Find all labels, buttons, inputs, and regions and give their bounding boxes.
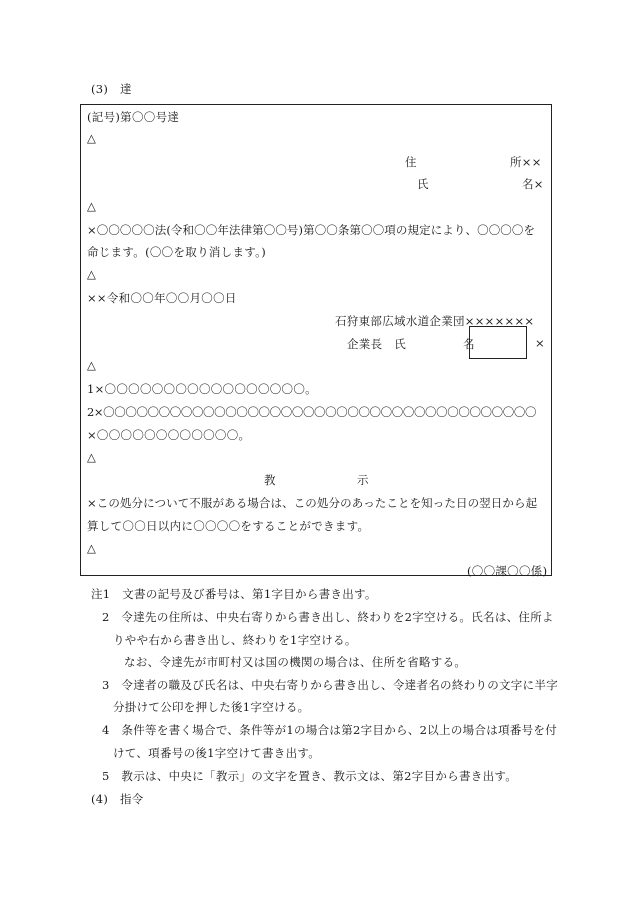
address-label-1: 住: [405, 155, 417, 169]
official-seal-box: [469, 326, 527, 359]
section-footer: (〇〇課〇〇係): [467, 564, 548, 578]
address-label-2: 所××: [510, 155, 542, 169]
body-line: 命じます。(〇〇を取り消します。): [87, 245, 266, 259]
date-line: ××令和〇〇年〇〇月〇〇日: [87, 291, 237, 305]
instruction-line: 算して〇〇日以内に〇〇〇〇をすることができます。: [87, 519, 370, 533]
list-item: 1×〇〇〇〇〇〇〇〇〇〇〇〇〇〇〇〇〇。: [87, 382, 317, 396]
body-line: ×〇〇〇〇〇法(令和〇〇年法律第〇〇号)第〇〇条第〇〇項の規定により、〇〇〇〇を: [87, 223, 536, 237]
instruction-title-2: 示: [357, 473, 369, 487]
name-label-1: 氏: [417, 177, 429, 191]
note-2: りやや右から書き出し、終わりを1字空ける。: [113, 633, 357, 647]
title-label: 企業長 氏: [347, 337, 406, 351]
blank-triangle: △: [87, 267, 97, 281]
list-item: ×〇〇〇〇〇〇〇〇〇〇〇〇。: [87, 428, 251, 442]
note-5: 5 教示は、中央に「教示」の文字を置き、教示文は、第2字目から書き出す。: [102, 769, 518, 783]
blank-triangle: △: [87, 358, 97, 372]
form-number-line: (記号)第〇〇号達: [87, 110, 180, 124]
blank-triangle: △: [87, 450, 97, 464]
blank-triangle: △: [87, 131, 97, 145]
blank-triangle: △: [87, 541, 97, 555]
note-4: 4 条件等を書く場合で、条件等が1の場合は第2字目から、2以上の場合は項番号を付: [102, 723, 558, 737]
note-1: 注1 文書の記号及び番号は、第1字目から書き出す。: [91, 587, 377, 601]
instruction-title-1: 教: [264, 473, 276, 487]
note-3: 分掛けて公印を押した後1字空ける。: [113, 700, 310, 714]
note-2: 2 令達先の住所は、中央右寄りから書き出し、終わりを2字空ける。氏名は、住所よ: [102, 610, 554, 624]
title-name: 名: [463, 337, 475, 351]
blank-triangle: △: [87, 199, 97, 213]
name-label-2: 名×: [522, 177, 544, 191]
list-item: 2×〇〇〇〇〇〇〇〇〇〇〇〇〇〇〇〇〇〇〇〇〇〇〇〇〇〇〇〇〇〇〇〇〇〇〇〇〇〇〇: [87, 405, 537, 419]
next-section-heading: (4) 指令: [91, 792, 144, 806]
note-3: 3 令達者の職及び氏名は、中央右寄りから書き出し、令達者名の終わりの文字に半字: [102, 678, 559, 692]
instruction-line: ×この処分について不服がある場合は、この処分のあったことを知った日の翌日から起: [87, 496, 538, 510]
organization-line: 石狩東部広域水道企業団×××××××: [335, 314, 535, 328]
note-4: けて、項番号の後1字空けて書き出す。: [113, 746, 321, 760]
section-heading: (3) 達: [91, 82, 132, 96]
note-2: なお、令達先が市町村又は国の機関の場合は、住所を省略する。: [124, 655, 467, 669]
title-end: ×: [535, 336, 545, 350]
